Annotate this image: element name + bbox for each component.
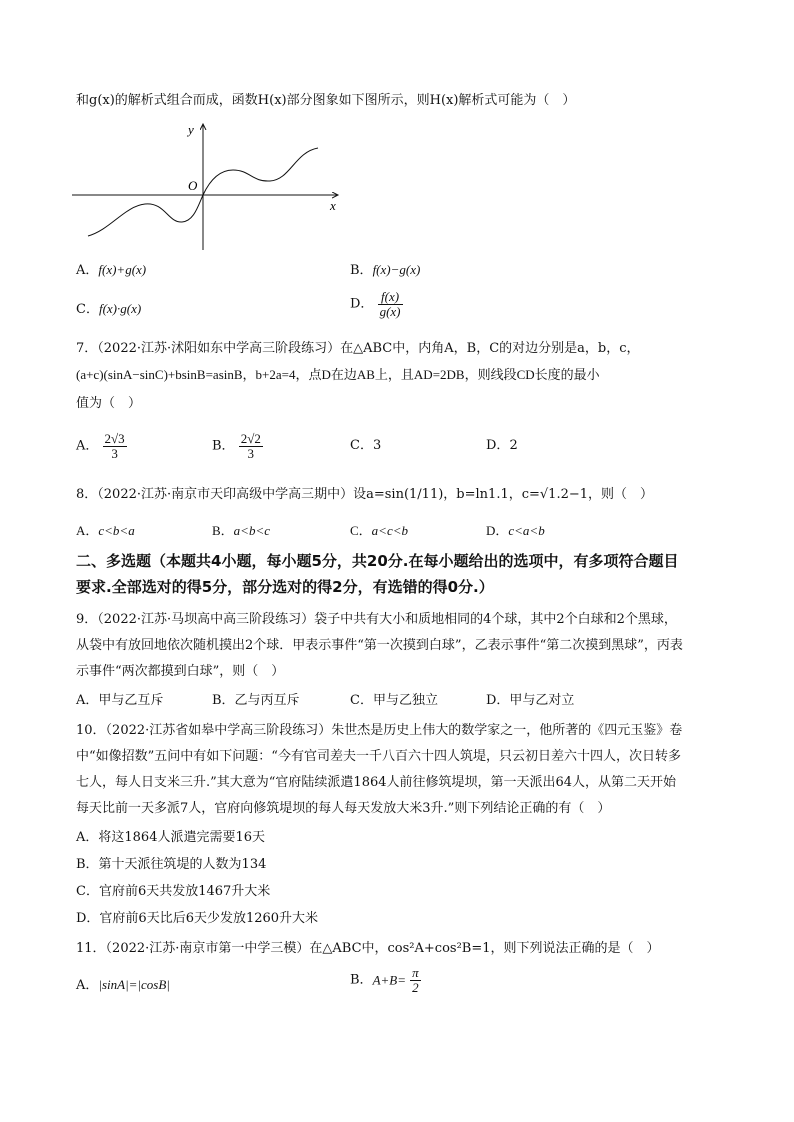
q7-line1: 7．（2022·江苏·沭阳如东中学高三阶段练习）在△ABC中，内角A，B，C的对边分别是a，b，c， xyxy=(76,341,640,356)
section-heading-line2: 要求.全部选对的得5分，部分选对的得2分，有选错的得0分.） xyxy=(76,578,494,596)
q7-option-a[interactable]: A． $\frac{2√3}{3}$ xyxy=(76,431,125,461)
q9-line1: 9．（2022·江苏·马坝高中高三阶段练习）袋子中共有大小和质地相同的4个球，其中2个白球和2个黑球， xyxy=(76,612,677,627)
q9-option-c[interactable]: C．甲与乙独立 xyxy=(350,693,438,708)
q11-option-b[interactable]: B．A+B= $\frac{\pi}{2}$ xyxy=(350,965,419,995)
q7-option-c[interactable]: C．3 xyxy=(350,438,382,453)
q7-option-b[interactable]: B． $\frac{2√2}{3}$ xyxy=(212,431,261,461)
q7-option-d[interactable]: D．2 xyxy=(486,438,518,453)
q10-option-b[interactable]: B．第十天派往筑堤的人数为134 xyxy=(76,857,267,872)
q10-line2: 中“如像招数”五问中有如下问题：“今有官司差夫一千八百六十四人筑堤，只云初日差六十四人，次日转多 xyxy=(76,749,681,764)
q9-line2: 从袋中有放回地依次随机摸出2个球．甲表示事件“第一次摸到白球”，乙表示事件“第二次摸到黑球”，丙表 xyxy=(76,638,683,653)
y-axis-label: y xyxy=(188,122,194,137)
q10-option-a[interactable]: A．将这1864人派遣完需要16天 xyxy=(76,830,266,845)
q9-line3: 示事件“两次都摸到白球”，则（ ） xyxy=(76,664,285,679)
q8-option-d[interactable]: D．c<a<b xyxy=(486,523,545,538)
q11-option-a[interactable]: A．|sinA|=|cosB| xyxy=(76,977,170,993)
q10-line4: 每天比前一天多派7人，官府向修筑堤坝的每人每天发放大米3升.”则下列结论正确的有（ ） xyxy=(76,801,611,816)
q11-line1: 11．（2022·江苏·南京市第一中学三模）在△ABC中，cos²A+cos²B=1，则下列说法正确的是（ ） xyxy=(76,941,660,956)
q8-option-a[interactable]: A．c<b<a xyxy=(76,523,135,538)
fraction: $\frac{f(x)}{g(x)}$ xyxy=(379,289,401,319)
q6-option-a[interactable]: A．f(x)+g(x) xyxy=(76,262,147,278)
q10-line3: 七人，每人日支米三升.”其大意为“官府陆续派遣1864人前往修筑堤坝，第一天派出64人，从第二天开始 xyxy=(76,775,677,790)
q9-option-d[interactable]: D．甲与乙对立 xyxy=(486,693,575,708)
q7-line3: 值为（ ） xyxy=(76,396,142,411)
q9-option-a[interactable]: A．甲与乙互斥 xyxy=(76,693,164,708)
origin-label: O xyxy=(188,178,198,193)
q6-option-b[interactable]: B．f(x)−g(x) xyxy=(350,262,421,278)
q8-option-b[interactable]: B．a<b<c xyxy=(212,523,270,538)
q8-option-c[interactable]: C．a<c<b xyxy=(350,523,408,538)
q7-line2: (a+c)(sinA−sinC)+bsinB=asinB，b+2a=4，点D在边AB上，且AD=2DB，则线段CD长度的最小 xyxy=(76,367,600,382)
q6-option-d[interactable]: D． $\frac{f(x)}{g(x)}$ xyxy=(350,289,401,319)
fraction: $\frac{2√3}{3}$ xyxy=(104,431,125,461)
q10-option-c[interactable]: C．官府前6天共发放1467升大米 xyxy=(76,884,271,899)
q6-option-c[interactable]: C．f(x)·g(x) xyxy=(76,301,142,317)
q6-stem: 和g(x)的解析式组合而成，函数H(x)部分图象如下图所示，则H(x)解析式可能为（ ） xyxy=(76,93,576,108)
fraction: $\frac{2√2}{3}$ xyxy=(240,431,261,461)
q10-option-d[interactable]: D．官府前6天比后6天少发放1260升大米 xyxy=(76,911,319,926)
x-axis-label: x xyxy=(330,198,336,213)
fraction: $\frac{\pi}{2}$ xyxy=(412,965,419,995)
function-graph xyxy=(70,118,350,258)
q10-line1: 10．（2022·江苏省如皋中学高三阶段练习）朱世杰是历史上伟大的数学家之一，他所著的《四元玉鉴》卷 xyxy=(76,723,683,738)
q9-option-b[interactable]: B．乙与丙互斥 xyxy=(212,693,300,708)
section-heading-line1: 二、多选题（本题共4小题，每小题5分，共20分.在每小题给出的选项中，有多项符合题目 xyxy=(76,552,679,570)
q8-line1: 8．（2022·江苏·南京市天印高级中学高三期中）设a=sin(1/11)，b=ln1.1，c=√1.2−1，则（ ） xyxy=(76,487,654,502)
